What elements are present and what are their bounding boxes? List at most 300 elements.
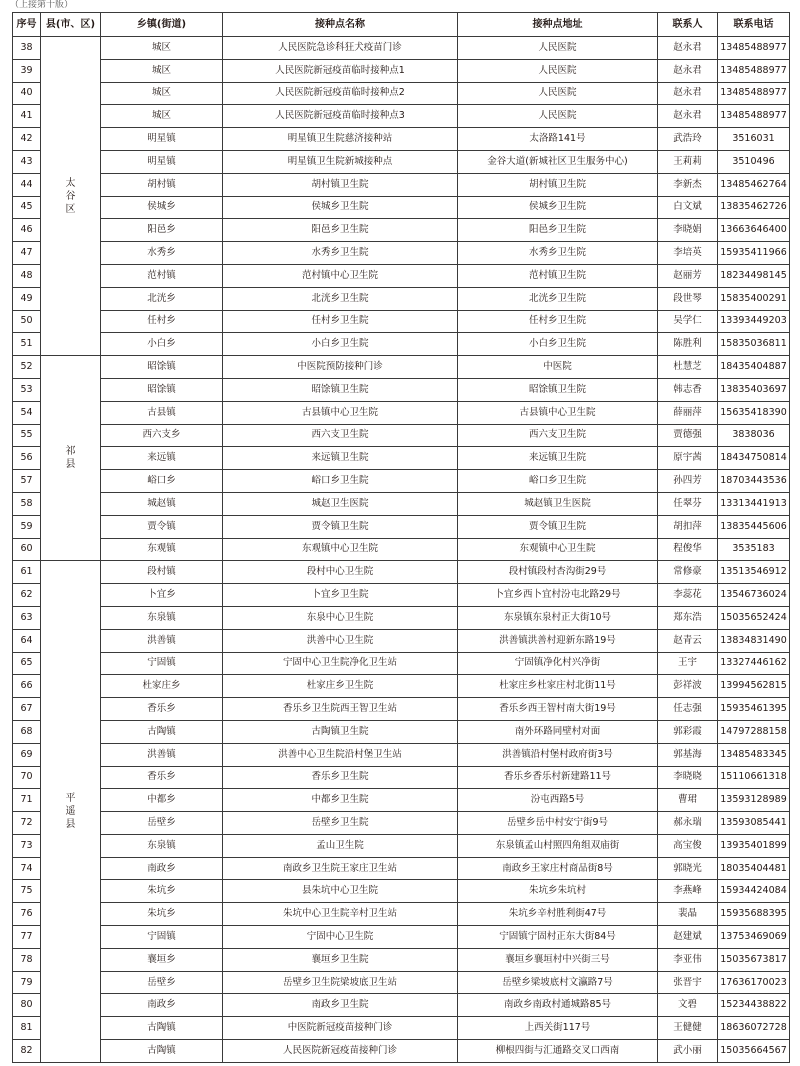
cell-site-address: 段村镇段村杏沟街29号 bbox=[458, 561, 658, 584]
cell-site-address: 襄垣乡襄垣村中兴街三号 bbox=[458, 948, 658, 971]
cell-contact: 彭祥波 bbox=[658, 675, 718, 698]
cell-seq: 74 bbox=[13, 857, 41, 880]
header-site-name: 接种点名称 bbox=[223, 13, 458, 37]
cell-phone: 13485488977 bbox=[718, 37, 790, 60]
cell-contact: 赵永君 bbox=[658, 105, 718, 128]
cell-seq: 80 bbox=[13, 994, 41, 1017]
cell-phone: 15635418390 bbox=[718, 401, 790, 424]
cell-site-name: 襄垣乡卫生院 bbox=[223, 948, 458, 971]
cell-contact: 王健健 bbox=[658, 1017, 718, 1040]
cell-town: 南政乡 bbox=[101, 857, 223, 880]
cell-site-name: 香乐乡卫生院 bbox=[223, 766, 458, 789]
cell-contact: 郭晓光 bbox=[658, 857, 718, 880]
cell-site-name: 杜家庄乡卫生院 bbox=[223, 675, 458, 698]
cell-site-name: 南政乡卫生院王家庄卫生站 bbox=[223, 857, 458, 880]
cell-seq: 39 bbox=[13, 59, 41, 82]
cell-town: 古陶镇 bbox=[101, 720, 223, 743]
cell-site-address: 范村镇卫生院 bbox=[458, 264, 658, 287]
table-row bbox=[13, 1040, 790, 1063]
table-row bbox=[13, 789, 790, 812]
cell-site-name: 洪善中心卫生院沿村堡卫生站 bbox=[223, 743, 458, 766]
cell-town: 中都乡 bbox=[101, 789, 223, 812]
cell-phone: 13485488977 bbox=[718, 59, 790, 82]
cell-phone: 15935461395 bbox=[718, 698, 790, 721]
cell-phone: 13485462764 bbox=[718, 173, 790, 196]
cell-seq: 48 bbox=[13, 264, 41, 287]
table-row bbox=[13, 561, 790, 584]
cell-phone: 18435404887 bbox=[718, 356, 790, 379]
table-row bbox=[13, 401, 790, 424]
cell-town: 昭馀镇 bbox=[101, 378, 223, 401]
cell-phone: 3510496 bbox=[718, 150, 790, 173]
cell-contact: 文碧 bbox=[658, 994, 718, 1017]
cell-town: 杜家庄乡 bbox=[101, 675, 223, 698]
cell-seq: 38 bbox=[13, 37, 41, 60]
cell-site-name: 东泉中心卫生院 bbox=[223, 606, 458, 629]
cell-site-address: 人民医院 bbox=[458, 37, 658, 60]
cell-phone: 13835445606 bbox=[718, 515, 790, 538]
cell-site-address: 昭馀镇卫生院 bbox=[458, 378, 658, 401]
cell-contact: 李晓晓 bbox=[658, 766, 718, 789]
table-row bbox=[13, 584, 790, 607]
vaccination-sites-table bbox=[12, 12, 790, 1063]
cell-contact: 郭基海 bbox=[658, 743, 718, 766]
table-row bbox=[13, 333, 790, 356]
table-body bbox=[13, 37, 790, 1063]
table-row bbox=[13, 424, 790, 447]
cell-seq: 65 bbox=[13, 652, 41, 675]
cell-phone: 15110661318 bbox=[718, 766, 790, 789]
table-row bbox=[13, 219, 790, 242]
table-row bbox=[13, 926, 790, 949]
cell-town: 朱坑乡 bbox=[101, 903, 223, 926]
cell-seq: 52 bbox=[13, 356, 41, 379]
cell-seq: 62 bbox=[13, 584, 41, 607]
cell-town: 贾令镇 bbox=[101, 515, 223, 538]
table-row bbox=[13, 82, 790, 105]
cell-seq: 50 bbox=[13, 310, 41, 333]
cell-seq: 53 bbox=[13, 378, 41, 401]
cell-seq: 51 bbox=[13, 333, 41, 356]
table-row bbox=[13, 766, 790, 789]
cell-phone: 13546736024 bbox=[718, 584, 790, 607]
cell-county bbox=[41, 356, 101, 561]
cell-site-name: 段村中心卫生院 bbox=[223, 561, 458, 584]
cell-site-address: 岳壁乡梁坡底村文瀛路7号 bbox=[458, 971, 658, 994]
cell-site-address: 侯城乡卫生院 bbox=[458, 196, 658, 219]
cell-site-address: 东泉镇东泉村正大街10号 bbox=[458, 606, 658, 629]
cell-phone: 15935688395 bbox=[718, 903, 790, 926]
cell-town: 洪善镇 bbox=[101, 743, 223, 766]
cell-contact: 任志强 bbox=[658, 698, 718, 721]
cell-town: 岳壁乡 bbox=[101, 971, 223, 994]
cell-town: 南政乡 bbox=[101, 994, 223, 1017]
cell-site-name: 北洸乡卫生院 bbox=[223, 287, 458, 310]
cell-seq: 72 bbox=[13, 812, 41, 835]
cell-site-name: 岳壁乡卫生院梁坡底卫生站 bbox=[223, 971, 458, 994]
cell-site-name: 昭馀镇卫生院 bbox=[223, 378, 458, 401]
cell-contact: 韩志香 bbox=[658, 378, 718, 401]
cell-site-name: 贾令镇卫生院 bbox=[223, 515, 458, 538]
cell-town: 西六支乡 bbox=[101, 424, 223, 447]
cell-town: 东泉镇 bbox=[101, 834, 223, 857]
cell-site-address: 城赵镇卫生医院 bbox=[458, 492, 658, 515]
table-row bbox=[13, 492, 790, 515]
table-row bbox=[13, 105, 790, 128]
header-town: 乡镇(街道) bbox=[101, 13, 223, 37]
cell-town: 香乐乡 bbox=[101, 766, 223, 789]
cell-contact: 张晋宇 bbox=[658, 971, 718, 994]
cell-town: 阳邑乡 bbox=[101, 219, 223, 242]
cell-seq: 81 bbox=[13, 1017, 41, 1040]
cell-site-name: 人民医院新冠疫苗临时接种点1 bbox=[223, 59, 458, 82]
cell-site-name: 人民医院新冠疫苗临时接种点2 bbox=[223, 82, 458, 105]
cell-seq: 70 bbox=[13, 766, 41, 789]
cell-site-address: 南政乡南政村通城路85号 bbox=[458, 994, 658, 1017]
table-row bbox=[13, 128, 790, 151]
table-row bbox=[13, 994, 790, 1017]
cell-site-address: 来远镇卫生院 bbox=[458, 447, 658, 470]
cell-seq: 69 bbox=[13, 743, 41, 766]
cell-seq: 57 bbox=[13, 470, 41, 493]
cell-phone: 13935401899 bbox=[718, 834, 790, 857]
cell-seq: 54 bbox=[13, 401, 41, 424]
continued-note: （上接第十版） bbox=[10, 0, 74, 10]
county-label: 太谷区 bbox=[65, 177, 76, 215]
cell-site-address: 贾令镇卫生院 bbox=[458, 515, 658, 538]
cell-contact: 原宇茜 bbox=[658, 447, 718, 470]
cell-town: 来远镇 bbox=[101, 447, 223, 470]
cell-contact: 赵建斌 bbox=[658, 926, 718, 949]
cell-phone: 18703443536 bbox=[718, 470, 790, 493]
cell-site-name: 小白乡卫生院 bbox=[223, 333, 458, 356]
cell-site-address: 水秀乡卫生院 bbox=[458, 242, 658, 265]
cell-town: 峪口乡 bbox=[101, 470, 223, 493]
cell-phone: 18636072728 bbox=[718, 1017, 790, 1040]
cell-site-address: 小白乡卫生院 bbox=[458, 333, 658, 356]
cell-contact: 曹珺 bbox=[658, 789, 718, 812]
cell-town: 范村镇 bbox=[101, 264, 223, 287]
cell-contact: 李亚伟 bbox=[658, 948, 718, 971]
cell-seq: 64 bbox=[13, 629, 41, 652]
cell-phone: 15835400291 bbox=[718, 287, 790, 310]
cell-phone: 13593128989 bbox=[718, 789, 790, 812]
header-seq: 序号 bbox=[13, 13, 41, 37]
cell-site-name: 古陶镇卫生院 bbox=[223, 720, 458, 743]
table-row bbox=[13, 310, 790, 333]
cell-seq: 45 bbox=[13, 196, 41, 219]
cell-site-address: 香乐乡西王智村南大街19号 bbox=[458, 698, 658, 721]
cell-site-name: 中都乡卫生院 bbox=[223, 789, 458, 812]
cell-site-address: 人民医院 bbox=[458, 105, 658, 128]
cell-phone: 15035673817 bbox=[718, 948, 790, 971]
cell-seq: 76 bbox=[13, 903, 41, 926]
cell-site-name: 孟山卫生院 bbox=[223, 834, 458, 857]
cell-seq: 49 bbox=[13, 287, 41, 310]
cell-site-address: 汾屯西路5号 bbox=[458, 789, 658, 812]
cell-contact: 李蕊花 bbox=[658, 584, 718, 607]
cell-site-address: 西六支卫生院 bbox=[458, 424, 658, 447]
cell-town: 香乐乡 bbox=[101, 698, 223, 721]
table-row bbox=[13, 903, 790, 926]
cell-site-name: 宁固中心卫生院 bbox=[223, 926, 458, 949]
table-row bbox=[13, 812, 790, 835]
cell-site-name: 来远镇卫生院 bbox=[223, 447, 458, 470]
cell-seq: 42 bbox=[13, 128, 41, 151]
cell-seq: 66 bbox=[13, 675, 41, 698]
cell-site-address: 中医院 bbox=[458, 356, 658, 379]
cell-contact: 高宝俊 bbox=[658, 834, 718, 857]
cell-site-name: 宁固中心卫生院净化卫生站 bbox=[223, 652, 458, 675]
table-row bbox=[13, 857, 790, 880]
cell-contact: 武浩玲 bbox=[658, 128, 718, 151]
cell-contact: 薛丽萍 bbox=[658, 401, 718, 424]
cell-contact: 孙四芳 bbox=[658, 470, 718, 493]
cell-seq: 61 bbox=[13, 561, 41, 584]
cell-seq: 59 bbox=[13, 515, 41, 538]
cell-town: 水秀乡 bbox=[101, 242, 223, 265]
header-site-address: 接种点地址 bbox=[458, 13, 658, 37]
county-label: 祁县 bbox=[65, 446, 76, 471]
cell-seq: 82 bbox=[13, 1040, 41, 1063]
header-phone: 联系电话 bbox=[718, 13, 790, 37]
cell-phone: 15835036811 bbox=[718, 333, 790, 356]
cell-site-address: 太洛路141号 bbox=[458, 128, 658, 151]
cell-seq: 43 bbox=[13, 150, 41, 173]
cell-county bbox=[41, 37, 101, 356]
cell-contact: 李晓娟 bbox=[658, 219, 718, 242]
cell-phone: 3535183 bbox=[718, 538, 790, 561]
county-label: 平遥县 bbox=[65, 793, 76, 831]
table-row bbox=[13, 971, 790, 994]
cell-phone: 13485488977 bbox=[718, 82, 790, 105]
cell-phone: 13485488977 bbox=[718, 105, 790, 128]
cell-phone: 15935411966 bbox=[718, 242, 790, 265]
table-row bbox=[13, 743, 790, 766]
cell-seq: 46 bbox=[13, 219, 41, 242]
cell-contact: 胡扣萍 bbox=[658, 515, 718, 538]
cell-site-address: 宁固镇净化村兴净街 bbox=[458, 652, 658, 675]
table-row bbox=[13, 720, 790, 743]
cell-site-address: 柳根四街与汇通路交叉口西南 bbox=[458, 1040, 658, 1063]
cell-town: 朱坑乡 bbox=[101, 880, 223, 903]
cell-contact: 李新杰 bbox=[658, 173, 718, 196]
cell-site-address: 人民医院 bbox=[458, 82, 658, 105]
cell-seq: 68 bbox=[13, 720, 41, 743]
cell-contact: 赵永君 bbox=[658, 82, 718, 105]
cell-site-name: 任村乡卫生院 bbox=[223, 310, 458, 333]
cell-contact: 郝永瑞 bbox=[658, 812, 718, 835]
cell-town: 城区 bbox=[101, 59, 223, 82]
cell-phone: 15035652424 bbox=[718, 606, 790, 629]
cell-contact: 郑东浩 bbox=[658, 606, 718, 629]
cell-contact: 吴学仁 bbox=[658, 310, 718, 333]
cell-seq: 73 bbox=[13, 834, 41, 857]
header-contact: 联系人 bbox=[658, 13, 718, 37]
cell-site-name: 西六支卫生院 bbox=[223, 424, 458, 447]
cell-site-name: 古县镇中心卫生院 bbox=[223, 401, 458, 424]
cell-site-address: 峪口乡卫生院 bbox=[458, 470, 658, 493]
cell-site-name: 岳壁乡卫生院 bbox=[223, 812, 458, 835]
cell-site-address: 上西关街117号 bbox=[458, 1017, 658, 1040]
cell-site-address: 南外环路同壁村对面 bbox=[458, 720, 658, 743]
cell-town: 卜宜乡 bbox=[101, 584, 223, 607]
cell-seq: 71 bbox=[13, 789, 41, 812]
table-header-row bbox=[13, 13, 790, 37]
cell-town: 胡村镇 bbox=[101, 173, 223, 196]
table-row bbox=[13, 948, 790, 971]
cell-town: 城区 bbox=[101, 37, 223, 60]
table-row bbox=[13, 470, 790, 493]
cell-town: 小白乡 bbox=[101, 333, 223, 356]
cell-site-name: 城赵卫生医院 bbox=[223, 492, 458, 515]
cell-phone: 13834831490 bbox=[718, 629, 790, 652]
cell-phone: 14797288158 bbox=[718, 720, 790, 743]
table-row bbox=[13, 378, 790, 401]
cell-phone: 18035404481 bbox=[718, 857, 790, 880]
cell-contact: 程俊华 bbox=[658, 538, 718, 561]
table-row bbox=[13, 698, 790, 721]
cell-site-name: 东观镇中心卫生院 bbox=[223, 538, 458, 561]
cell-seq: 60 bbox=[13, 538, 41, 561]
cell-site-address: 岳壁乡岳中村安宁街9号 bbox=[458, 812, 658, 835]
cell-phone: 13835403697 bbox=[718, 378, 790, 401]
cell-contact: 陈胜利 bbox=[658, 333, 718, 356]
table-row bbox=[13, 629, 790, 652]
table-row bbox=[13, 675, 790, 698]
table-row bbox=[13, 606, 790, 629]
cell-site-address: 东泉镇孟山村照四角组双庙街 bbox=[458, 834, 658, 857]
cell-site-address: 朱坑乡朱坑村 bbox=[458, 880, 658, 903]
cell-contact: 白文斌 bbox=[658, 196, 718, 219]
table-row bbox=[13, 515, 790, 538]
table-row bbox=[13, 264, 790, 287]
cell-phone: 15035664567 bbox=[718, 1040, 790, 1063]
cell-site-address: 杜家庄乡杜家庄村北街11号 bbox=[458, 675, 658, 698]
cell-phone: 13327446162 bbox=[718, 652, 790, 675]
cell-seq: 40 bbox=[13, 82, 41, 105]
cell-phone: 18234498145 bbox=[718, 264, 790, 287]
cell-town: 古陶镇 bbox=[101, 1017, 223, 1040]
cell-site-name: 明星镇卫生院慈济接种站 bbox=[223, 128, 458, 151]
cell-site-name: 县朱坑中心卫生院 bbox=[223, 880, 458, 903]
cell-seq: 44 bbox=[13, 173, 41, 196]
table-row bbox=[13, 150, 790, 173]
table-row bbox=[13, 652, 790, 675]
cell-contact: 李培英 bbox=[658, 242, 718, 265]
cell-seq: 47 bbox=[13, 242, 41, 265]
header-county: 县(市、区) bbox=[41, 13, 101, 37]
cell-site-address: 胡村镇卫生院 bbox=[458, 173, 658, 196]
cell-site-name: 南政乡卫生院 bbox=[223, 994, 458, 1017]
table-row bbox=[13, 447, 790, 470]
cell-site-address: 香乐乡香乐村新建路11号 bbox=[458, 766, 658, 789]
cell-phone: 13313441913 bbox=[718, 492, 790, 515]
cell-site-name: 中医院新冠疫苗接种门诊 bbox=[223, 1017, 458, 1040]
cell-phone: 3516031 bbox=[718, 128, 790, 151]
cell-contact: 贾德强 bbox=[658, 424, 718, 447]
cell-town: 侯城乡 bbox=[101, 196, 223, 219]
cell-site-name: 中医院预防接种门诊 bbox=[223, 356, 458, 379]
cell-site-address: 金谷大道(新城社区卫生服务中心) bbox=[458, 150, 658, 173]
cell-site-address: 朱坑乡辛村胜利街47号 bbox=[458, 903, 658, 926]
cell-contact: 李燕峰 bbox=[658, 880, 718, 903]
cell-contact: 赵永君 bbox=[658, 37, 718, 60]
cell-site-address: 人民医院 bbox=[458, 59, 658, 82]
cell-site-name: 明星镇卫生院新城接种点 bbox=[223, 150, 458, 173]
cell-town: 宁固镇 bbox=[101, 652, 223, 675]
cell-site-name: 人民医院新冠疫苗临时接种点3 bbox=[223, 105, 458, 128]
cell-contact: 赵永君 bbox=[658, 59, 718, 82]
table-row bbox=[13, 59, 790, 82]
cell-site-name: 侯城乡卫生院 bbox=[223, 196, 458, 219]
cell-site-address: 南政乡王家庄村商品街8号 bbox=[458, 857, 658, 880]
table-row bbox=[13, 880, 790, 903]
cell-town: 城赵镇 bbox=[101, 492, 223, 515]
table-row bbox=[13, 173, 790, 196]
cell-town: 北洸乡 bbox=[101, 287, 223, 310]
cell-site-address: 洪善镇洪善村迎新东路19号 bbox=[458, 629, 658, 652]
cell-town: 城区 bbox=[101, 105, 223, 128]
cell-site-name: 洪善中心卫生院 bbox=[223, 629, 458, 652]
cell-phone: 13994562815 bbox=[718, 675, 790, 698]
cell-contact: 武小丽 bbox=[658, 1040, 718, 1063]
cell-town: 古陶镇 bbox=[101, 1040, 223, 1063]
table-row bbox=[13, 196, 790, 219]
cell-contact: 赵青云 bbox=[658, 629, 718, 652]
cell-town: 东泉镇 bbox=[101, 606, 223, 629]
cell-town: 明星镇 bbox=[101, 128, 223, 151]
cell-phone: 13753469069 bbox=[718, 926, 790, 949]
table-row bbox=[13, 834, 790, 857]
table-row bbox=[13, 37, 790, 60]
cell-town: 宁固镇 bbox=[101, 926, 223, 949]
cell-site-name: 人民医院新冠疫苗接种门诊 bbox=[223, 1040, 458, 1063]
cell-site-address: 洪善镇沿村堡村政府街3号 bbox=[458, 743, 658, 766]
cell-town: 洪善镇 bbox=[101, 629, 223, 652]
cell-town: 东观镇 bbox=[101, 538, 223, 561]
cell-site-address: 东观镇中心卫生院 bbox=[458, 538, 658, 561]
cell-contact: 郭彩霞 bbox=[658, 720, 718, 743]
cell-town: 襄垣乡 bbox=[101, 948, 223, 971]
cell-seq: 75 bbox=[13, 880, 41, 903]
cell-contact: 王宇 bbox=[658, 652, 718, 675]
cell-contact: 段世琴 bbox=[658, 287, 718, 310]
table-row bbox=[13, 287, 790, 310]
cell-seq: 78 bbox=[13, 948, 41, 971]
cell-site-name: 阳邑乡卫生院 bbox=[223, 219, 458, 242]
table-row bbox=[13, 242, 790, 265]
cell-seq: 77 bbox=[13, 926, 41, 949]
cell-phone: 13393449203 bbox=[718, 310, 790, 333]
cell-site-address: 宁固镇宁固村正东大街84号 bbox=[458, 926, 658, 949]
cell-town: 昭馀镇 bbox=[101, 356, 223, 379]
cell-site-name: 水秀乡卫生院 bbox=[223, 242, 458, 265]
cell-site-name: 人民医院急诊科狂犬疫苗门诊 bbox=[223, 37, 458, 60]
table-row bbox=[13, 356, 790, 379]
cell-phone: 18434750814 bbox=[718, 447, 790, 470]
cell-site-address: 北洸乡卫生院 bbox=[458, 287, 658, 310]
cell-contact: 赵丽芳 bbox=[658, 264, 718, 287]
cell-phone: 15934424084 bbox=[718, 880, 790, 903]
cell-contact: 任翠芬 bbox=[658, 492, 718, 515]
cell-phone: 17636170023 bbox=[718, 971, 790, 994]
table-row bbox=[13, 538, 790, 561]
cell-town: 岳壁乡 bbox=[101, 812, 223, 835]
cell-seq: 79 bbox=[13, 971, 41, 994]
cell-town: 城区 bbox=[101, 82, 223, 105]
cell-seq: 63 bbox=[13, 606, 41, 629]
